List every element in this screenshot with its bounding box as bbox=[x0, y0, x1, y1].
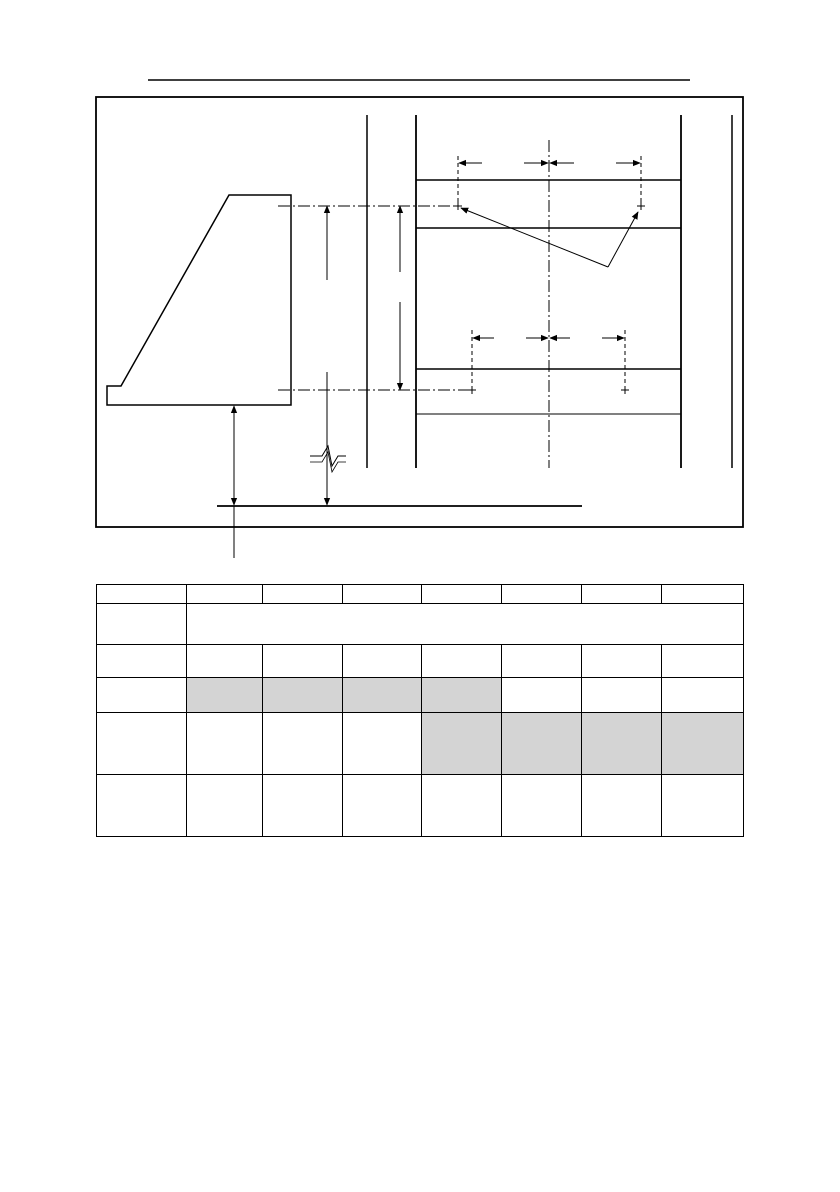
table-cell bbox=[187, 775, 263, 837]
upper-hole-right bbox=[637, 202, 645, 210]
table-cell bbox=[343, 585, 422, 604]
table-cell bbox=[263, 713, 343, 775]
table-cell-shaded bbox=[502, 713, 582, 775]
table-cell-shaded bbox=[422, 678, 502, 713]
table-cell bbox=[582, 678, 662, 713]
side-profile-shape bbox=[107, 195, 291, 405]
table-cell bbox=[187, 585, 263, 604]
table-cell bbox=[97, 585, 187, 604]
table-cell bbox=[582, 585, 662, 604]
table-cell bbox=[97, 645, 187, 678]
table-cell bbox=[343, 713, 422, 775]
callout-leader-left bbox=[461, 208, 608, 267]
spec-table bbox=[96, 584, 744, 837]
callout-leader-right bbox=[608, 212, 638, 267]
lower-hole-left bbox=[468, 386, 476, 394]
table-row bbox=[97, 585, 744, 604]
table-cell bbox=[502, 645, 582, 678]
table-cell bbox=[502, 585, 582, 604]
table-cell bbox=[97, 678, 187, 713]
table-cell-shaded bbox=[187, 678, 263, 713]
table-cell bbox=[662, 585, 744, 604]
table-cell bbox=[263, 775, 343, 837]
table-cell bbox=[97, 604, 187, 645]
table-cell bbox=[582, 775, 662, 837]
table-cell bbox=[422, 775, 502, 837]
table-cell bbox=[97, 713, 187, 775]
table-cell-shaded bbox=[582, 713, 662, 775]
table-cell bbox=[502, 678, 582, 713]
table-cell bbox=[263, 645, 343, 678]
table-cell bbox=[343, 645, 422, 678]
table-cell bbox=[502, 775, 582, 837]
table-cell bbox=[422, 585, 502, 604]
table-row bbox=[97, 645, 744, 678]
break-symbol bbox=[310, 446, 346, 466]
table-row bbox=[97, 713, 744, 775]
table-cell-shaded bbox=[662, 713, 744, 775]
table-cell-shaded bbox=[343, 678, 422, 713]
drawing-frame bbox=[96, 97, 743, 527]
table-cell-shaded bbox=[422, 713, 502, 775]
table-row bbox=[97, 678, 744, 713]
table-cell bbox=[662, 775, 744, 837]
table-cell-merged bbox=[187, 604, 744, 645]
table-cell bbox=[187, 713, 263, 775]
table-cell bbox=[97, 775, 187, 837]
table-cell bbox=[343, 775, 422, 837]
table-cell bbox=[187, 645, 263, 678]
table-cell-shaded bbox=[263, 678, 343, 713]
table-row bbox=[97, 604, 744, 645]
table-row bbox=[97, 775, 744, 837]
table-cell bbox=[662, 645, 744, 678]
table-cell bbox=[662, 678, 744, 713]
table-cell bbox=[263, 585, 343, 604]
lower-hole-right bbox=[621, 386, 629, 394]
table-cell bbox=[582, 645, 662, 678]
table-cell bbox=[422, 645, 502, 678]
upper-hole-left bbox=[454, 202, 462, 210]
